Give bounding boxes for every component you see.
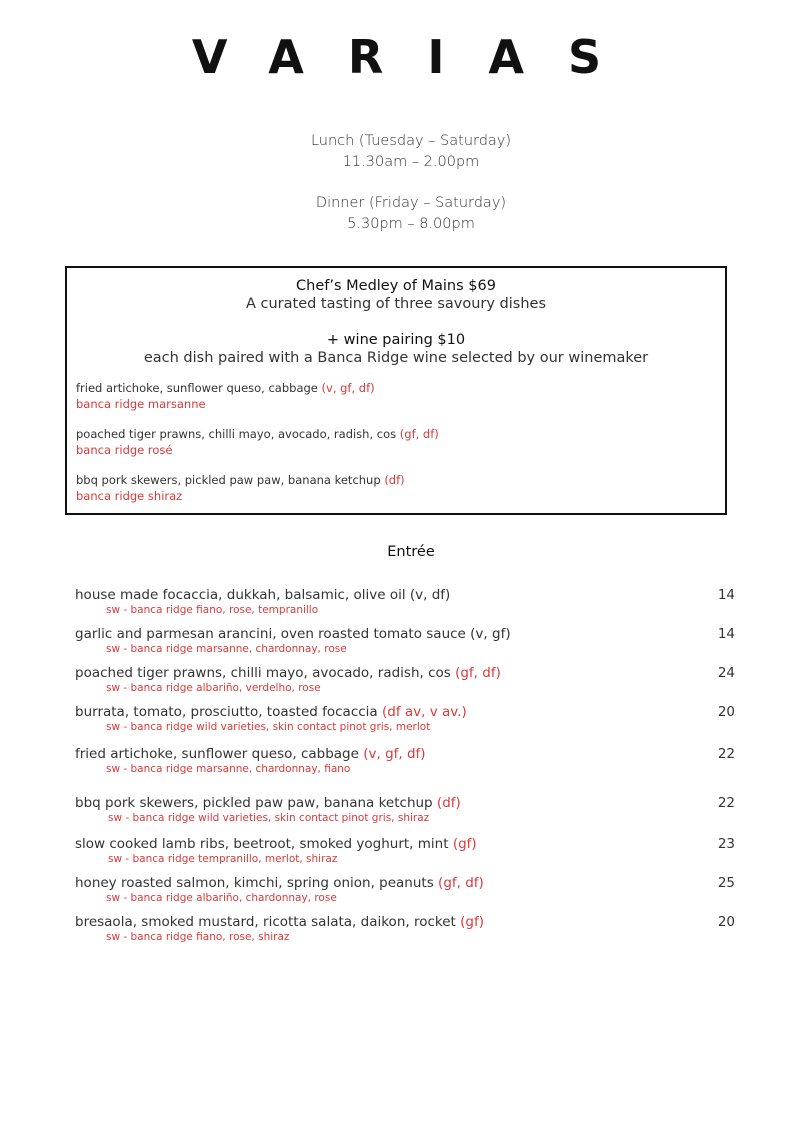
medley-dish	[76, 472, 405, 504]
item-diet: (gf, df)	[438, 875, 484, 891]
dish-diet: (v, gf, df)	[321, 381, 375, 395]
item-name: honey roasted salmon, kimchi, spring onion, peanuts	[75, 875, 439, 891]
item-name: burrata, tomato, prosciutto, toasted focaccia	[75, 704, 382, 720]
item-diet: (v, gf, df)	[363, 746, 426, 762]
lunch-hours	[0, 131, 793, 173]
item-diet: (df av, v av.)	[381, 704, 467, 720]
menu-item	[75, 836, 735, 866]
item-price: 22	[717, 795, 735, 811]
item-diet: (gf)	[460, 914, 484, 930]
item-price: 20	[717, 704, 735, 720]
item-wine: sw - banca ridge marsanne, chardonnay, rose	[106, 643, 347, 655]
item-price: 14	[717, 626, 735, 642]
menu-item	[75, 704, 735, 734]
menu-item	[75, 746, 735, 776]
item-price: 20	[717, 914, 735, 930]
item-wine: sw - banca ridge tempranillo, merlot, shiraz	[108, 853, 338, 865]
dish-wine: banca ridge shiraz	[76, 489, 183, 503]
item-name: fried artichoke, sunflower queso, cabbage	[75, 746, 364, 762]
menu-item	[75, 795, 735, 825]
item-diet: (df)	[436, 795, 461, 811]
menu-item	[75, 626, 735, 656]
dinner-hours	[0, 193, 793, 235]
dinner-label: Dinner (Friday – Saturday)	[315, 195, 507, 211]
lunch-label: Lunch (Tuesday – Saturday)	[310, 133, 512, 149]
dish-name: bbq pork skewers, pickled paw paw, banana ketchup	[76, 473, 381, 487]
dish-wine: banca ridge rosé	[76, 443, 173, 457]
lunch-time: 11.30am – 2.00pm	[342, 154, 480, 170]
item-name: poached tiger prawns, chilli mayo, avocado, radish, cos	[75, 665, 456, 681]
item-name: house made focaccia, dukkah, balsamic, olive oil (v, df)	[75, 587, 451, 603]
menu-item	[75, 914, 735, 944]
medley-subheading: A curated tasting of three savoury dishes	[245, 296, 547, 312]
medley-dish	[76, 380, 375, 412]
item-wine: sw - banca ridge fiano, rose, shiraz	[106, 931, 290, 943]
item-diet: (gf, df)	[455, 665, 501, 681]
menu-item	[75, 587, 735, 617]
item-wine: sw - banca ridge albariño, chardonnay, rose	[106, 892, 337, 904]
item-wine: sw - banca ridge wild varieties, skin contact pinot gris, merlot	[106, 721, 431, 733]
item-price: 14	[717, 587, 735, 603]
item-wine: sw - banca ridge marsanne, chardonnay, fiano	[106, 763, 351, 775]
menu-item	[75, 665, 735, 695]
pairing-subheading: each dish paired with a Banca Ridge wine selected by our winemaker	[143, 350, 649, 366]
item-price: 25	[717, 875, 735, 891]
menu-item	[75, 875, 735, 905]
dish-diet: (df)	[384, 473, 405, 487]
dish-name: fried artichoke, sunflower queso, cabbage	[76, 381, 318, 395]
item-name: garlic and parmesan arancini, oven roasted tomato sauce (v, gf)	[75, 626, 511, 642]
restaurant-title: VARIAS	[191, 30, 646, 84]
entree-title: Entrée	[387, 544, 435, 560]
pairing-heading: + wine pairing $10	[326, 332, 466, 348]
item-price: 24	[717, 665, 735, 681]
item-name: bresaola, smoked mustard, ricotta salata, daikon, rocket	[75, 914, 461, 930]
item-diet: (gf)	[452, 836, 477, 852]
dinner-time: 5.30pm – 8.00pm	[347, 216, 475, 232]
dish-diet: (gf, df)	[399, 427, 439, 441]
item-wine: sw - banca ridge wild varieties, skin contact pinot gris, shiraz	[108, 812, 430, 824]
item-wine: sw - banca ridge fiano, rose, tempranillo	[106, 604, 319, 616]
dish-wine: banca ridge marsanne	[76, 397, 206, 411]
item-price: 22	[717, 746, 735, 762]
medley-heading: Chef’s Medley of Mains $69	[296, 278, 496, 294]
medley-box	[65, 266, 727, 515]
dish-name: poached tiger prawns, chilli mayo, avocado, radish, cos	[76, 427, 397, 441]
item-name: bbq pork skewers, pickled paw paw, banana ketchup	[75, 795, 437, 811]
medley-dish	[76, 426, 439, 458]
item-wine: sw - banca ridge albariño, verdelho, rose	[106, 682, 321, 694]
item-price: 23	[717, 836, 735, 852]
item-name: slow cooked lamb ribs, beetroot, smoked yoghurt, mint	[75, 836, 453, 852]
